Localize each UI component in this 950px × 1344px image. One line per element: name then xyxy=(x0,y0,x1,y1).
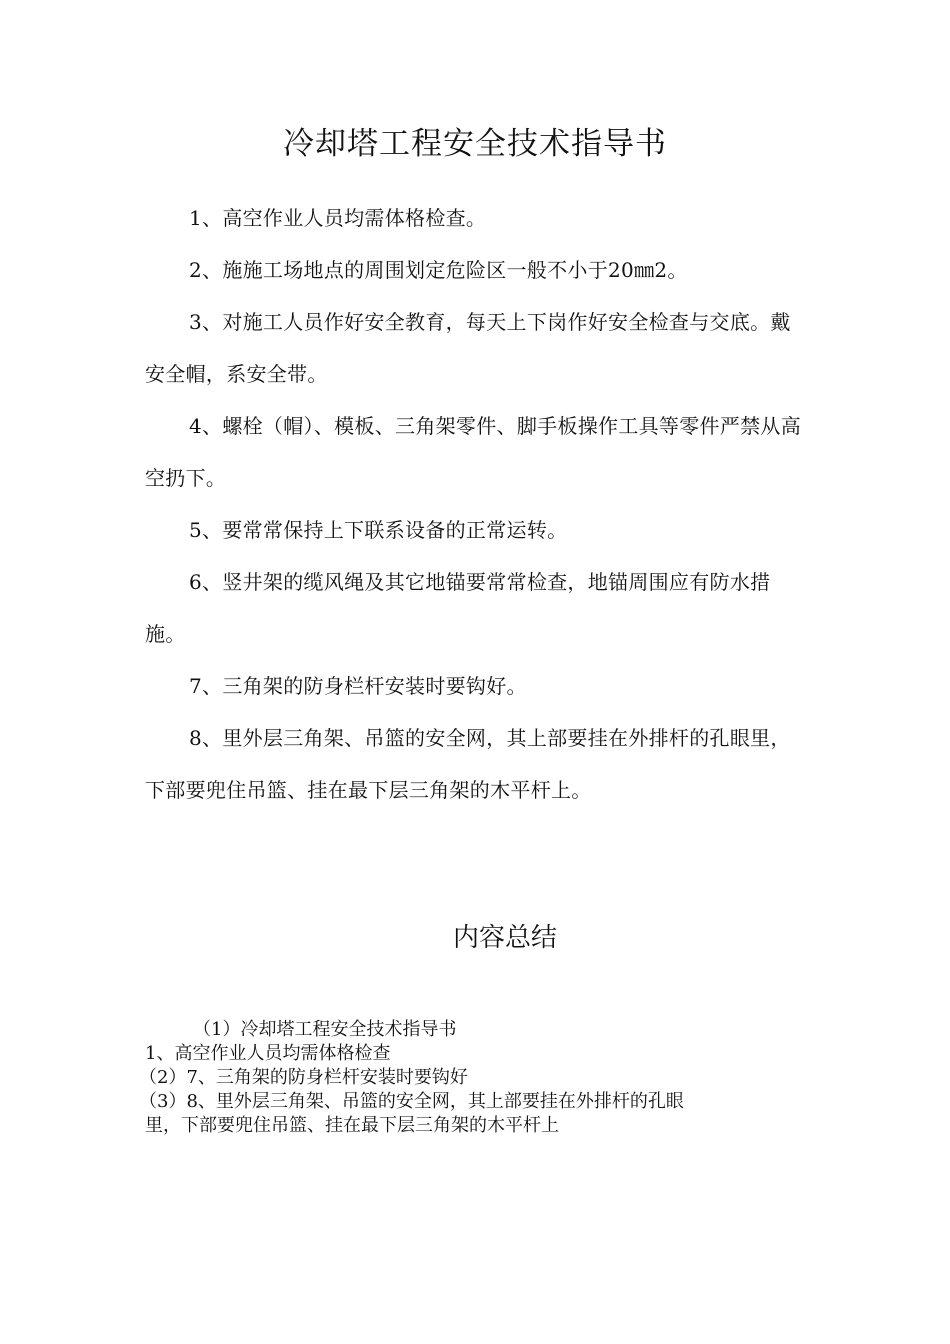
instruction-item-5: 5、要常常保持上下联系设备的正常运转。 xyxy=(189,518,568,542)
instruction-item-8: 8、里外层三角架、吊篮的安全网，其上部要挂在外排杆的孔眼里，下部要兜住吊篮、挂在最下层三角架的木平杆上。 xyxy=(145,726,791,802)
summary-title: 内容总结 xyxy=(452,923,557,953)
document-title: 冷却塔工程安全技术指导书 xyxy=(283,126,667,162)
summary-line-1: （1）冷却塔工程安全技术指导书 xyxy=(193,1019,457,1040)
summary-line-5: 里，下部要兜住吊篮、挂在最下层三角架的木平杆上 xyxy=(145,1115,559,1136)
instruction-item-1: 1、高空作业人员均需体格检查。 xyxy=(189,206,487,230)
instruction-item-3: 3、对施工人员作好安全教育，每天上下岗作好安全检查与交底。戴安全帽，系安全带。 xyxy=(145,310,791,386)
summary-line-4: （3）8、里外层三角架、吊篮的安全网，其上部要挂在外排杆的孔眼 xyxy=(139,1091,684,1112)
instruction-item-2: 2、施施工场地点的周围划定危险区一般不小于20㎜2。 xyxy=(189,258,688,282)
summary-line-3: （2）7、三角架的防身栏杆安装时要钩好 xyxy=(139,1067,468,1088)
instruction-item-4: 4、螺栓（帽）、模板、三角架零件、脚手板操作工具等零件严禁从高空扔下。 xyxy=(145,414,802,490)
summary-section xyxy=(139,1018,785,1138)
instruction-list xyxy=(145,192,810,816)
instruction-item-6: 6、竖井架的缆风绳及其它地锚要常常检查，地锚周围应有防水措施。 xyxy=(145,570,771,646)
instruction-item-7: 7、三角架的防身栏杆安装时要钩好。 xyxy=(189,674,527,698)
summary-line-2: 1、高空作业人员均需体格检查 xyxy=(145,1043,391,1064)
